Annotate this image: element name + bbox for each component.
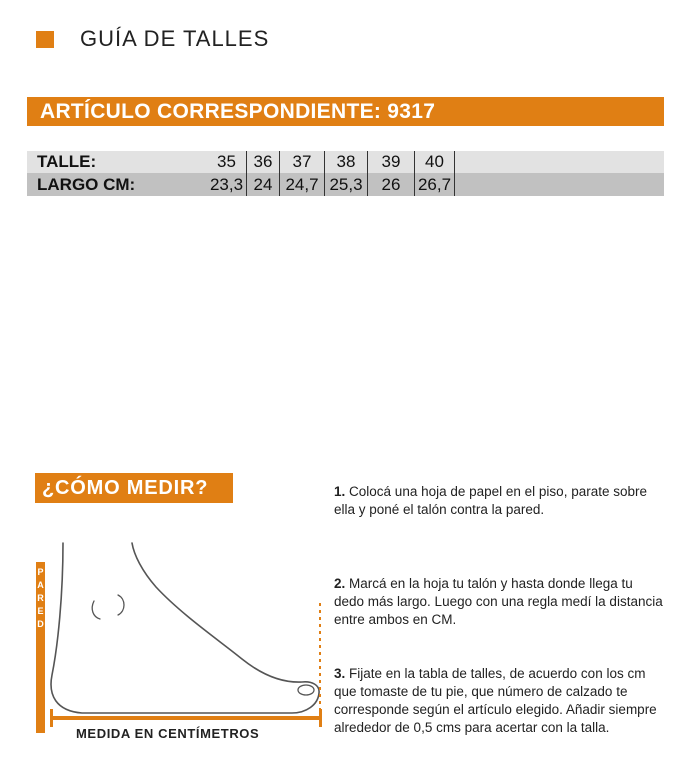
size-row-label: TALLE: xyxy=(37,152,97,171)
step-number: 3. xyxy=(334,666,346,681)
size-cell: 40 xyxy=(415,151,455,173)
step-item xyxy=(334,575,664,629)
length-cell: 23,3 xyxy=(207,173,247,196)
length-cell: 26,7 xyxy=(415,173,455,196)
length-cell: 24,7 xyxy=(280,173,325,196)
length-cell: 26 xyxy=(368,173,415,196)
foot-outline xyxy=(51,543,319,713)
measure-bar xyxy=(50,716,322,720)
size-table xyxy=(27,151,664,196)
length-cell: 25,3 xyxy=(325,173,368,196)
article-banner: ARTÍCULO CORRESPONDIENTE: 9317 xyxy=(27,97,664,126)
header-square-icon xyxy=(36,31,54,48)
step-number: 2. xyxy=(334,576,346,591)
page-title: GUÍA DE TALLES xyxy=(80,26,270,51)
wall-label xyxy=(36,566,45,631)
size-cell: 39 xyxy=(368,151,415,173)
foot-diagram-icon xyxy=(30,535,330,735)
step-text: Fijate en la tabla de talles, de acuerdo con los cm que tomaste de tu pie, que número de calzado te corresponde según el artículo elegido. Añadir siempre alrededor de 0,5 cms para acertar con la talla. xyxy=(334,666,657,735)
length-cells xyxy=(207,173,455,196)
step-item xyxy=(334,665,664,737)
measure-label: MEDIDA EN CENTÍMETROS xyxy=(76,726,260,741)
size-cell: 35 xyxy=(207,151,247,173)
step-item xyxy=(334,483,664,519)
size-cell: 36 xyxy=(247,151,280,173)
size-cell: 37 xyxy=(280,151,325,173)
length-cell: 24 xyxy=(247,173,280,196)
size-cell: 38 xyxy=(325,151,368,173)
how-to-banner: ¿CÓMO MEDIR? xyxy=(35,473,233,503)
length-row xyxy=(27,173,664,196)
wall-label-text: PARED xyxy=(37,567,44,629)
step-text: Marcá en la hoja tu talón y hasta donde llega tu dedo más largo. Luego con una regla medí la distancia entre ambos en CM. xyxy=(334,576,663,627)
step-number: 1. xyxy=(334,484,346,499)
step-text: Colocá una hoja de papel en el piso, parate sobre ella y poné el talón contra la pared. xyxy=(334,484,647,517)
size-cells xyxy=(207,151,455,173)
size-row xyxy=(27,151,664,173)
length-row-label: LARGO CM: xyxy=(37,175,136,194)
